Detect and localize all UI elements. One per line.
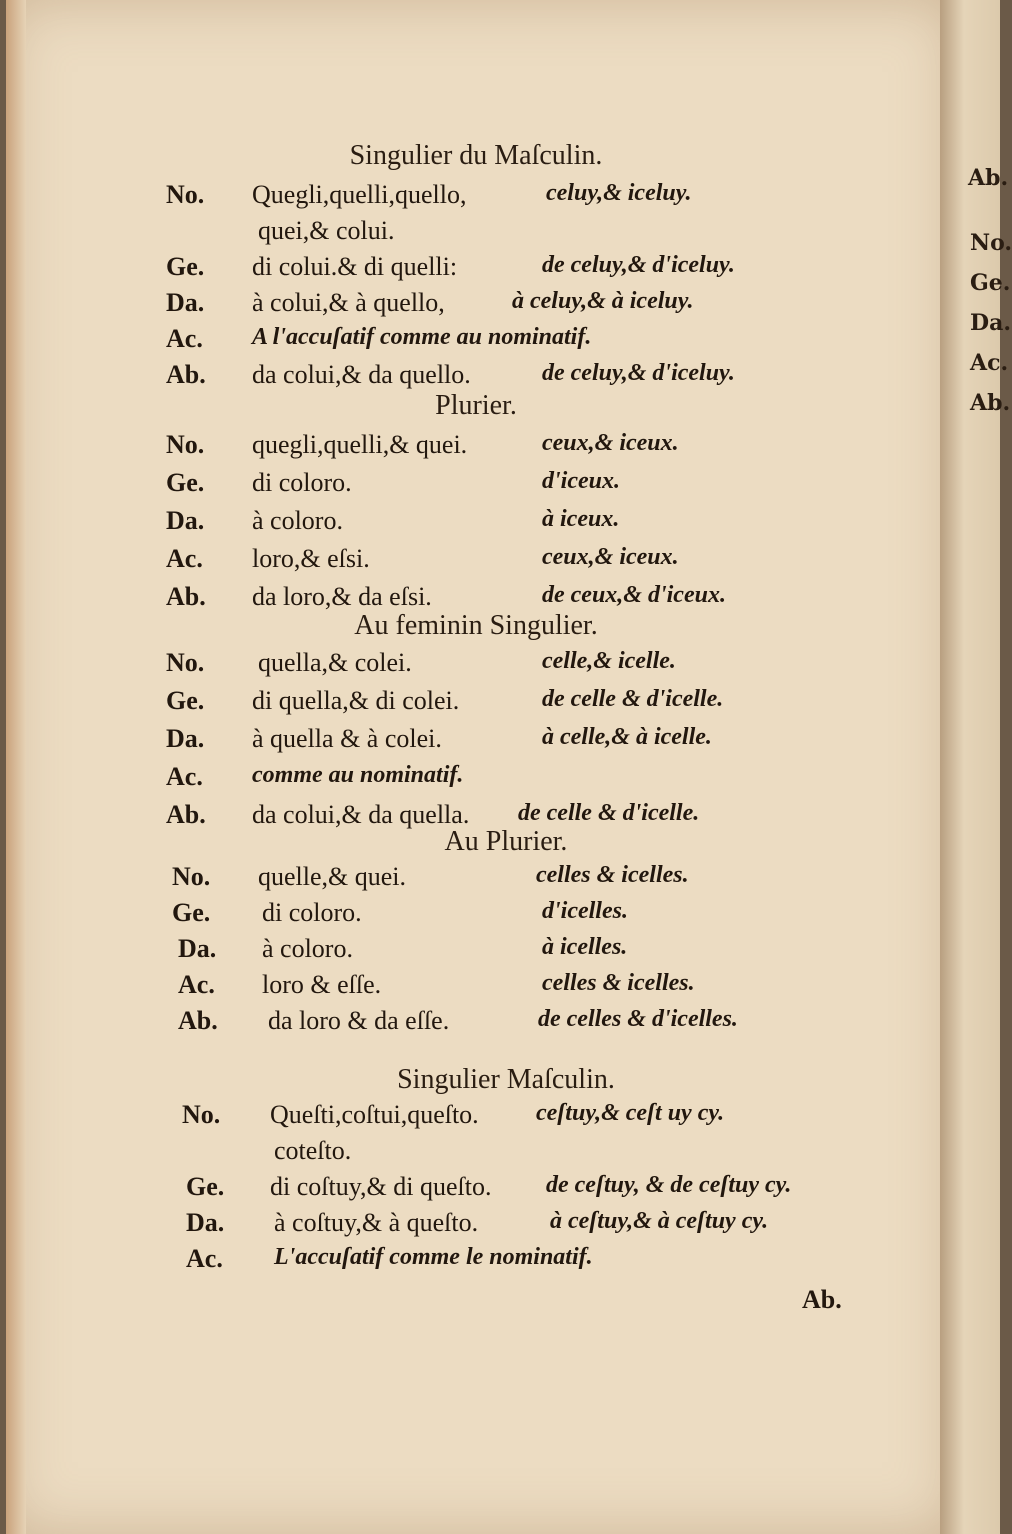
french-form: à iceux. <box>542 506 620 532</box>
case-label: Ac. <box>166 324 203 353</box>
french-form: à icelles. <box>542 934 628 960</box>
case-label: Ac. <box>178 970 215 999</box>
italian-form: di colui.& di quelli: <box>252 252 458 281</box>
italian-form: A l'accuſatif comme au nominatif. <box>252 324 592 350</box>
case-label: No. <box>182 1100 221 1129</box>
next-page-fragment: Ac. <box>970 350 1009 376</box>
french-form: à ceſtuy,& à ceſtuy cy. <box>550 1208 769 1234</box>
next-page-fragment: No. <box>970 230 1012 256</box>
french-form: de celle & d'icelle. <box>542 686 724 712</box>
italian-form: quei,& colui. <box>258 216 395 245</box>
case-label: Ab. <box>166 800 206 829</box>
french-form: ceux,& iceux. <box>542 544 679 570</box>
french-form: à celuy,& à iceluy. <box>512 288 694 314</box>
italian-form: quegli,quelli,& quei. <box>252 430 468 459</box>
case-label: Ac. <box>166 544 203 573</box>
catchword: Ab. <box>802 1285 842 1314</box>
case-label: Da. <box>166 288 205 317</box>
italian-form: loro & eſſe. <box>262 970 382 999</box>
french-form: celles & icelles. <box>536 862 689 888</box>
case-label: No. <box>166 430 205 459</box>
case-label: Ab. <box>178 1006 218 1035</box>
italian-form: à quella & à colei. <box>252 724 442 753</box>
italian-form: coteſto. <box>274 1136 352 1165</box>
case-label: Ge. <box>166 686 205 715</box>
french-form: ceux,& iceux. <box>542 430 679 456</box>
italian-form: quelle,& quei. <box>258 862 407 891</box>
italian-form: à coloro. <box>252 506 343 535</box>
italian-form: di coloro. <box>262 898 362 927</box>
italian-form: à colui,& à quello, <box>252 288 445 317</box>
case-label: Ab. <box>166 360 206 389</box>
french-form: de ceux,& d'iceux. <box>542 582 726 608</box>
french-form: de celuy,& d'iceluy. <box>542 360 735 386</box>
french-form: de celuy,& d'iceluy. <box>542 252 735 278</box>
page-edge <box>6 0 26 1534</box>
section-heading: Au feminin Singulier. <box>354 610 598 641</box>
case-label: Ac. <box>186 1244 223 1273</box>
italian-form: à coſtuy,& à queſto. <box>274 1208 479 1237</box>
french-form: d'iceux. <box>542 468 620 494</box>
case-label: No. <box>166 180 205 209</box>
italian-form: da loro,& da eſsi. <box>252 582 432 611</box>
section-heading: Plurier. <box>435 390 517 421</box>
italian-form: loro,& eſsi. <box>252 544 370 573</box>
next-page-fragment: Ab. <box>970 390 1011 416</box>
case-label: Ge. <box>166 252 205 281</box>
section-heading: Singulier Maſculin. <box>397 1064 615 1095</box>
french-form: ceſtuy,& ceſt uy cy. <box>536 1100 725 1126</box>
italian-form: di coloro. <box>252 468 352 497</box>
french-form: à celle,& à icelle. <box>542 724 712 750</box>
french-form: de ceſtuy, & de ceſtuy cy. <box>546 1172 792 1198</box>
book-page <box>6 0 954 1534</box>
case-label: Ge. <box>166 468 205 497</box>
case-label: Ge. <box>172 898 211 927</box>
case-label: Da. <box>178 934 217 963</box>
section-heading: Singulier du Maſculin. <box>349 140 603 171</box>
italian-form: Quegli,quelli,quello, <box>252 180 467 209</box>
section-heading: Au Plurier. <box>444 826 568 857</box>
italian-form: da colui,& da quello. <box>252 360 471 389</box>
next-page-fragment: Ab. <box>968 165 1009 191</box>
case-label: Da. <box>166 506 205 535</box>
italian-form: comme au nominatif. <box>252 762 464 788</box>
italian-form: di coſtuy,& di queſto. <box>270 1172 492 1201</box>
french-form: de celles & d'icelles. <box>538 1006 738 1032</box>
italian-form: di quella,& di colei. <box>252 686 460 715</box>
italian-form: Queſti,coſtui,queſto. <box>270 1100 479 1129</box>
italian-form: à coloro. <box>262 934 353 963</box>
case-label: Da. <box>166 724 205 753</box>
case-label: No. <box>166 648 205 677</box>
italian-form: quella,& colei. <box>258 648 412 677</box>
adjacent-page-edge <box>940 0 1012 1534</box>
french-form: de celle & d'icelle. <box>518 800 700 826</box>
french-form: d'icelles. <box>542 898 628 924</box>
case-label: Da. <box>186 1208 225 1237</box>
case-label: Ge. <box>186 1172 225 1201</box>
italian-form: L'accuſatif comme le nominatif. <box>274 1244 593 1270</box>
next-page-fragment: Da. <box>970 310 1011 336</box>
case-label: No. <box>172 862 211 891</box>
case-label: Ac. <box>166 762 203 791</box>
case-label: Ab. <box>166 582 206 611</box>
next-page-fragment: Ge. <box>970 270 1011 296</box>
italian-form: da colui,& da quella. <box>252 800 470 829</box>
french-form: celles & icelles. <box>542 970 695 996</box>
french-form: celuy,& iceluy. <box>546 180 692 206</box>
italian-form: da loro & da eſſe. <box>268 1006 450 1035</box>
french-form: celle,& icelle. <box>542 648 676 674</box>
